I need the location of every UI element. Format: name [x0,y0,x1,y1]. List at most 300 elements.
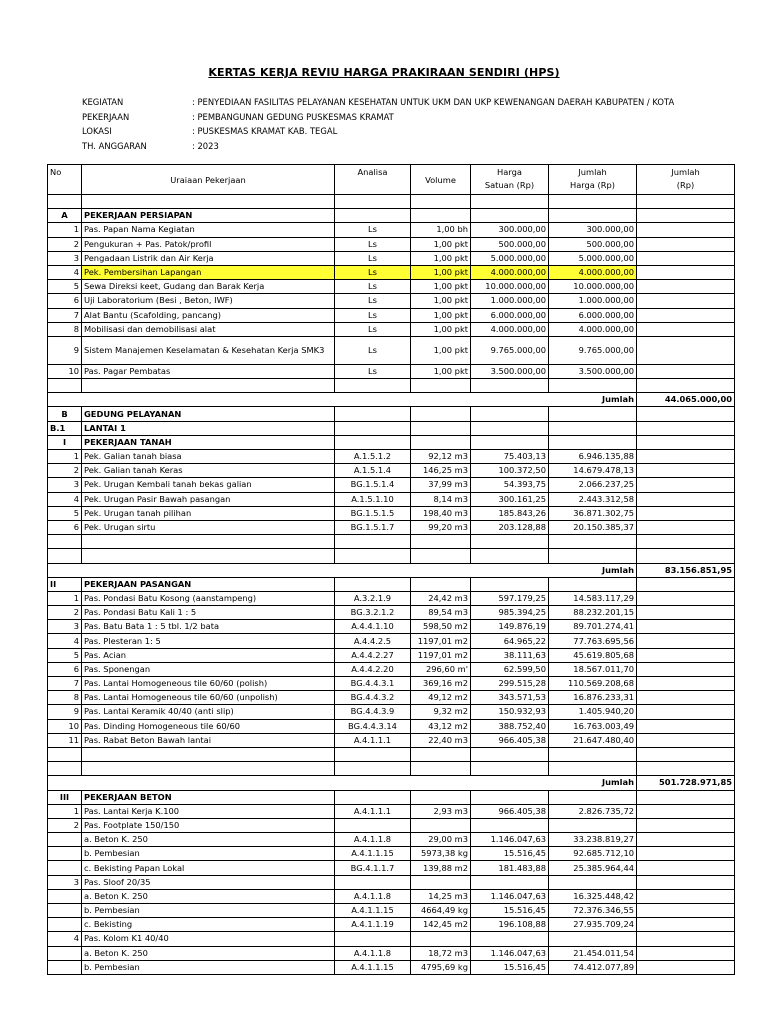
item-amount: 16.325.448,42 [549,889,637,903]
item-row [48,294,735,308]
item-no: 7 [48,677,82,691]
item-no [48,889,82,903]
item-analisa [335,932,411,946]
info-row-pekerjaan [82,110,674,125]
item-amount: 9.765.000,00 [549,336,637,364]
blank-row [48,379,735,393]
empty-cell [637,421,735,435]
info-row-lokasi [82,124,674,139]
section-row [48,435,735,449]
empty-cell [335,577,411,591]
header-volume: Volume [411,165,471,195]
item-unit-price: 4.000.000,00 [471,322,549,336]
item-no: 3 [48,620,82,634]
empty-cell [335,535,411,549]
item-row [48,606,735,620]
item-row [48,364,735,378]
empty-cell [82,747,335,761]
section-row [48,577,735,591]
empty-cell [411,535,471,549]
item-row [48,620,735,634]
item-unit-price: 299.515,28 [471,677,549,691]
empty-cell [637,379,735,393]
item-volume: 18,72 m3 [411,946,471,960]
item-volume: 1,00 pkt [411,308,471,322]
item-amount: 89.701.274,41 [549,620,637,634]
item-no [48,918,82,932]
item-unit-price: 149.876,19 [471,620,549,634]
empty-cell [637,705,735,719]
item-no: 11 [48,733,82,747]
item-unit-price: 597.179,25 [471,591,549,605]
item-description: c. Bekisting Papan Lokal [82,861,335,875]
item-description: b. Pembesian [82,847,335,861]
empty-cell [637,364,735,378]
item-amount: 10.000.000,00 [549,280,637,294]
item-description: Pek. Galian tanah Keras [82,464,335,478]
item-volume: 296,60 m' [411,662,471,676]
empty-cell [82,762,335,776]
item-description: a. Beton K. 250 [82,833,335,847]
item-row [48,833,735,847]
item-description: Pas. Pagar Pembatas [82,364,335,378]
empty-cell [637,861,735,875]
empty-cell [637,407,735,421]
item-description: Pas. Sponengan [82,662,335,676]
item-analisa: A.4.1.1.15 [335,847,411,861]
item-no: 9 [48,705,82,719]
item-amount: 2.826.735,72 [549,804,637,818]
item-unit-price: 38.111,63 [471,648,549,662]
empty-cell [637,648,735,662]
section-title: LANTAI 1 [82,421,335,435]
item-unit-price: 15.516,45 [471,904,549,918]
item-row [48,265,735,279]
item-row [48,450,735,464]
item-unit-price: 300.000,00 [471,223,549,237]
item-unit-price: 6.000.000,00 [471,308,549,322]
item-no: 8 [48,691,82,705]
empty-cell [471,379,549,393]
empty-cell [471,421,549,435]
item-description: Pas. Pondasi Batu Kali 1 : 5 [82,606,335,620]
item-description: Pas. Rabat Beton Bawah lantai [82,733,335,747]
item-unit-price: 181.483,88 [471,861,549,875]
item-no: 3 [48,875,82,889]
item-volume: 142,45 m2 [411,918,471,932]
item-row [48,875,735,889]
item-unit-price: 1.146.047,63 [471,889,549,903]
item-volume: 1,00 pkt [411,336,471,364]
empty-cell [471,407,549,421]
empty-cell [335,195,411,209]
item-row [48,847,735,861]
item-volume: 4664,49 kg [411,904,471,918]
empty-cell [637,520,735,534]
item-row [48,804,735,818]
info-label: TH. ANGGARAN [82,140,147,151]
item-description: Pas. Sloof 20/35 [82,875,335,889]
item-amount: 77.763.695,56 [549,634,637,648]
item-unit-price: 985.394,25 [471,606,549,620]
item-amount: 3.500.000,00 [549,364,637,378]
item-description: Pek. Urugan Kembali tanah bekas galian [82,478,335,492]
item-analisa: A.4.1.1.8 [335,833,411,847]
item-volume [411,875,471,889]
item-volume: 92,12 m3 [411,450,471,464]
item-analisa: Ls [335,265,411,279]
empty-cell [549,407,637,421]
item-row [48,818,735,832]
item-amount [549,875,637,889]
item-volume: 99,20 m3 [411,520,471,534]
empty-cell [48,379,82,393]
empty-cell [48,762,82,776]
item-row [48,691,735,705]
empty-cell [637,322,735,336]
item-analisa: A.4.4.2.5 [335,634,411,648]
item-row [48,719,735,733]
item-amount [549,818,637,832]
empty-cell [637,818,735,832]
item-description: Pas. Dinding Homogeneous tile 60/60 [82,719,335,733]
item-analisa: Ls [335,322,411,336]
item-no [48,847,82,861]
empty-cell [471,747,549,761]
item-volume: 139,88 m2 [411,861,471,875]
info-row-anggaran [82,139,674,154]
item-analisa: Ls [335,237,411,251]
item-no: 10 [48,719,82,733]
item-volume: 2,93 m3 [411,804,471,818]
empty-cell [335,421,411,435]
item-analisa: A.4.1.1.1 [335,804,411,818]
item-volume [411,818,471,832]
item-amount: 74.412.077,89 [549,960,637,974]
item-row [48,733,735,747]
empty-cell [411,435,471,449]
item-amount: 4.000.000,00 [549,322,637,336]
item-no: 2 [48,606,82,620]
item-no: 1 [48,223,82,237]
item-no [48,960,82,974]
empty-cell [411,747,471,761]
empty-cell [637,577,735,591]
empty-cell [637,506,735,520]
empty-cell [637,265,735,279]
item-analisa [335,818,411,832]
item-no: 6 [48,662,82,676]
blank-row [48,535,735,549]
subtotal-label: Jumlah [48,563,637,577]
empty-cell [411,407,471,421]
empty-cell [411,549,471,563]
blank-row [48,747,735,761]
item-analisa: Ls [335,364,411,378]
item-amount: 6.946.135,88 [549,450,637,464]
item-row [48,932,735,946]
item-no [48,833,82,847]
item-no: 5 [48,506,82,520]
item-description: b. Pembesian [82,960,335,974]
item-unit-price: 1.000.000,00 [471,294,549,308]
empty-cell [637,833,735,847]
item-no [48,861,82,875]
item-unit-price: 9.765.000,00 [471,336,549,364]
item-unit-price: 5.000.000,00 [471,251,549,265]
empty-cell [471,209,549,223]
item-analisa: Ls [335,251,411,265]
item-volume: 1,00 bh [411,223,471,237]
empty-cell [471,762,549,776]
info-value: : PENYEDIAAN FASILITAS PELAYANAN KESEHATAN UNTUK UKM DAN UKP KEWENANGAN DAERAH KABUPATEN / KOTA [192,97,675,107]
empty-cell [637,308,735,322]
item-row [48,861,735,875]
header-no: No [48,165,82,195]
section-row [48,209,735,223]
item-unit-price: 15.516,45 [471,847,549,861]
item-row [48,251,735,265]
item-volume: 369,16 m2 [411,677,471,691]
empty-cell [637,549,735,563]
item-row [48,889,735,903]
item-analisa: A.4.1.1.1 [335,733,411,747]
item-amount: 21.647.480,40 [549,733,637,747]
empty-cell [335,209,411,223]
item-volume: 1197,01 m2 [411,648,471,662]
empty-cell [637,492,735,506]
item-amount: 88.232.201,15 [549,606,637,620]
item-no: 1 [48,804,82,818]
section-title: GEDUNG PELAYANAN [82,407,335,421]
item-analisa: A.4.4.1.10 [335,620,411,634]
item-row [48,492,735,506]
item-amount: 33.238.819,27 [549,833,637,847]
item-description: Mobilisasi dan demobilisasi alat [82,322,335,336]
empty-cell [549,379,637,393]
empty-cell [637,747,735,761]
item-row [48,648,735,662]
item-row [48,280,735,294]
empty-cell [471,435,549,449]
item-volume: 14,25 m3 [411,889,471,903]
empty-cell [549,195,637,209]
item-no: 4 [48,634,82,648]
section-no: A [48,209,82,223]
empty-cell [549,209,637,223]
item-description: Pengukuran + Pas. Patok/profil [82,237,335,251]
table-header-row [48,165,735,195]
item-volume: 1,00 pkt [411,265,471,279]
empty-cell [335,435,411,449]
info-value: : PEMBANGUNAN GEDUNG PUSKESMAS KRAMAT [192,111,394,122]
empty-cell [549,577,637,591]
item-description: Sewa Direksi keet, Gudang dan Barak Kerja [82,280,335,294]
item-analisa: BG.4.4.3.9 [335,705,411,719]
item-unit-price: 54.393,75 [471,478,549,492]
item-unit-price: 3.500.000,00 [471,364,549,378]
header-jumlah-harga: Jumlah Harga (Rp) [549,165,637,195]
item-analisa: A.4.4.2.20 [335,662,411,676]
empty-cell [411,379,471,393]
item-description: Pek. Galian tanah biasa [82,450,335,464]
item-volume: 1,00 pkt [411,237,471,251]
item-no: 4 [48,265,82,279]
item-analisa: BG.4.4.3.14 [335,719,411,733]
table-body [48,195,735,975]
empty-cell [637,450,735,464]
item-volume: 598,50 m2 [411,620,471,634]
item-amount: 45.619.805,68 [549,648,637,662]
item-row [48,960,735,974]
empty-cell [637,478,735,492]
item-volume: 89,54 m3 [411,606,471,620]
header-harga-satuan: Harga Satuan (Rp) [471,165,549,195]
item-amount: 20.150.385,37 [549,520,637,534]
item-unit-price: 62.599,50 [471,662,549,676]
item-description: Sistem Manajemen Keselamatan & Kesehatan Kerja SMK3 [82,336,335,364]
empty-cell [471,790,549,804]
empty-cell [637,677,735,691]
info-row-kegiatan [82,95,674,110]
item-description: a. Beton K. 250 [82,946,335,960]
empty-cell [82,195,335,209]
item-row [48,918,735,932]
item-description: Uji Laboratorium (Besi , Beton, IWF) [82,294,335,308]
item-description: Pas. Lantai Keramik 40/40 (anti slip) [82,705,335,719]
empty-cell [637,280,735,294]
item-amount: 2.066.237,25 [549,478,637,492]
item-amount: 16.876.233,31 [549,691,637,705]
item-unit-price: 10.000.000,00 [471,280,549,294]
empty-cell [637,237,735,251]
subtotal-row [48,393,735,407]
item-no: 7 [48,308,82,322]
empty-cell [637,804,735,818]
empty-cell [335,379,411,393]
item-unit-price: 15.516,45 [471,960,549,974]
empty-cell [471,535,549,549]
item-volume: 146,25 m3 [411,464,471,478]
empty-cell [637,209,735,223]
empty-cell [549,535,637,549]
item-no: 6 [48,520,82,534]
item-analisa: BG.4.1.1.7 [335,861,411,875]
empty-cell [637,719,735,733]
item-description: Pek. Pembersihan Lapangan [82,265,335,279]
item-unit-price: 203.128,88 [471,520,549,534]
empty-cell [335,747,411,761]
empty-cell [637,904,735,918]
item-no: 2 [48,464,82,478]
item-unit-price: 343.571,53 [471,691,549,705]
item-description: Pengadaan Listrik dan Air Kerja [82,251,335,265]
item-description: Alat Bantu (Scafolding, pancang) [82,308,335,322]
empty-cell [48,747,82,761]
item-row [48,237,735,251]
empty-cell [549,435,637,449]
document-title: KERTAS KERJA REVIU HARGA PRAKIRAAN SENDIRI (HPS) [208,66,560,79]
header-analisa: Analisa [335,165,411,195]
item-volume: 22,40 m3 [411,733,471,747]
item-analisa: Ls [335,308,411,322]
item-row [48,336,735,364]
item-analisa: A.4.1.1.19 [335,918,411,932]
section-no: II [48,577,82,591]
item-unit-price [471,875,549,889]
item-analisa: BG.4.4.3.2 [335,691,411,705]
blank-row [48,549,735,563]
section-title: PEKERJAAN PASANGAN [82,577,335,591]
item-no [48,904,82,918]
item-unit-price: 500.000,00 [471,237,549,251]
item-row [48,322,735,336]
item-no [48,946,82,960]
empty-cell [637,620,735,634]
item-unit-price: 185.843,26 [471,506,549,520]
empty-cell [549,762,637,776]
subtotal-value: 501.728.971,85 [637,776,735,790]
subtotal-value: 83.156.851,95 [637,563,735,577]
item-unit-price: 388.752,40 [471,719,549,733]
empty-cell [471,549,549,563]
item-unit-price: 100.372,50 [471,464,549,478]
item-volume: 1,00 pkt [411,364,471,378]
item-no: 5 [48,648,82,662]
empty-cell [637,294,735,308]
empty-cell [549,549,637,563]
item-volume: 37,99 m3 [411,478,471,492]
section-title: PEKERJAAN PERSIAPAN [82,209,335,223]
item-description: Pas. Acian [82,648,335,662]
item-unit-price: 300.161,25 [471,492,549,506]
item-volume: 1,00 pkt [411,251,471,265]
item-description: Pas. Lantai Homogeneous tile 60/60 (polish) [82,677,335,691]
empty-cell [637,790,735,804]
item-volume: 29,00 m3 [411,833,471,847]
empty-cell [549,747,637,761]
item-amount: 14.583.117,29 [549,591,637,605]
empty-cell [637,606,735,620]
empty-cell [335,762,411,776]
empty-cell [637,251,735,265]
item-description: Pas. Lantai Kerja K.100 [82,804,335,818]
empty-cell [411,209,471,223]
item-description: b. Pembesian [82,904,335,918]
item-amount: 110.569.208,68 [549,677,637,691]
item-analisa [335,875,411,889]
subtotal-label: Jumlah [48,776,637,790]
item-analisa: A.4.4.2.27 [335,648,411,662]
item-amount: 72.376.346,55 [549,904,637,918]
item-amount: 18.567.011,70 [549,662,637,676]
item-no: 10 [48,364,82,378]
empty-cell [549,421,637,435]
item-unit-price: 4.000.000,00 [471,265,549,279]
item-volume: 24,42 m3 [411,591,471,605]
item-row [48,946,735,960]
item-analisa: BG.1.5.1.5 [335,506,411,520]
item-volume: 1197,01 m2 [411,634,471,648]
info-label: KEGIATAN [82,97,124,107]
item-row [48,634,735,648]
empty-cell [637,634,735,648]
item-amount: 14.679.478,13 [549,464,637,478]
section-row [48,407,735,421]
item-description: Pas. Lantai Homogeneous tile 60/60 (unpolish) [82,691,335,705]
empty-cell [82,535,335,549]
item-description: Pas. Batu Bata 1 : 5 tbl. 1/2 bata [82,620,335,634]
